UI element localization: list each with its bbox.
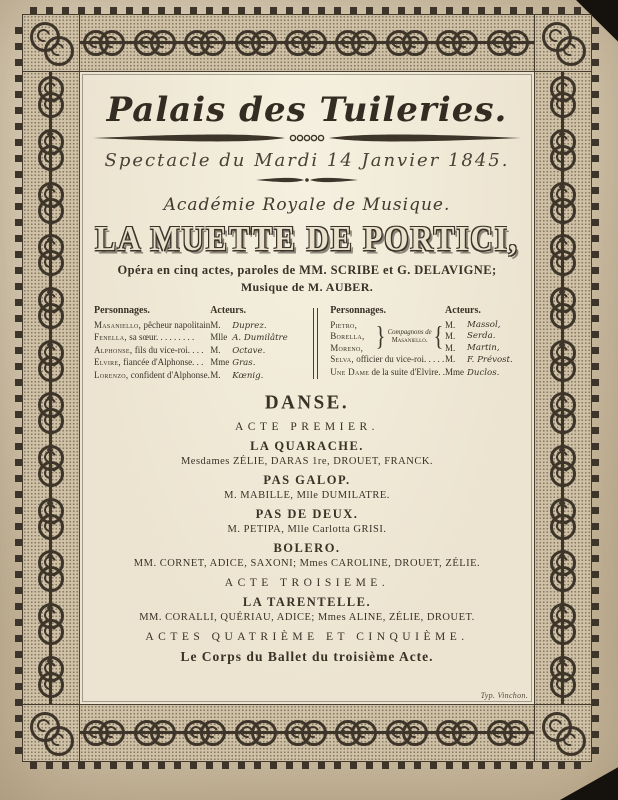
brace-right-glyph: } — [375, 321, 386, 352]
border-ring-motif — [540, 655, 586, 701]
dancer-names: Mesdames ZÉLIE, DARAS 1re, DROUET, FRANCK. — [180, 456, 434, 467]
spindle-divider-ornament — [89, 132, 525, 144]
border-band-bottom — [79, 704, 535, 762]
border-corner-rosette — [534, 704, 592, 762]
work-music-credit: Musique de M. AUBER. — [240, 280, 374, 294]
dancer-names: MM. CORALLI, QUÉRIAU, ADICE; Mmes ALINE, ZÉLIE, DROUET. — [139, 612, 475, 623]
border-band-left — [22, 71, 80, 705]
act-heading: ACTES QUATRIÈME ET CINQUIÈME. — [145, 631, 469, 643]
border-corner-rosette — [534, 14, 592, 72]
cast-group-companions: Pietro, Borella, Moreno, } Compagnons de Masaniello. { M. Massol, M. Serda. M. Martin, — [330, 319, 501, 353]
border-crenellation-left — [15, 22, 22, 754]
playbill-panel — [79, 71, 535, 705]
company-line: Académie Royale de Musique. — [163, 195, 451, 215]
acteurs-header: Acteurs. — [210, 305, 247, 316]
cast-column-divider — [313, 308, 318, 379]
work-title: LA MUETTE DE PORTICI, — [95, 218, 519, 259]
border-ring-motif — [486, 710, 532, 756]
dancer-names: M. PETIPA, Mlle Carlotta GRISI. — [227, 524, 387, 535]
cast-section — [94, 305, 520, 382]
venue-title: Palais des Tuileries. — [106, 90, 508, 130]
act-heading: ACTE PREMIER. — [234, 421, 380, 433]
cast-row: Alphonse, fils du vice-roi. . . . M. Octave. — [94, 344, 266, 356]
dance-number: BOLERO. — [273, 541, 341, 555]
cast-column-right — [314, 305, 531, 382]
border-ring-motif — [486, 20, 532, 66]
border-corner-rosette — [22, 14, 80, 72]
dance-number: PAS DE DEUX. — [255, 507, 359, 521]
event-date-line: Spectacle du Mardi 14 Janvier 1845. — [104, 150, 510, 171]
small-divider-ornament — [252, 175, 362, 185]
border-band-right — [534, 71, 592, 705]
act-heading: ACTE TROISIEME. — [224, 577, 390, 589]
ornamental-border-frame — [22, 14, 592, 762]
border-band-top — [79, 14, 535, 72]
border-crenellation-bottom — [30, 762, 584, 769]
personnages-header: Personnages. — [94, 305, 150, 316]
cast-row: Une Dame de la suite d'Elvire. . Mme Duclos. — [330, 366, 500, 378]
dancer-names: MM. CORNET, ADICE, SAXONI; Mmes CAROLINE, DROUET, ZÉLIE. — [133, 558, 481, 569]
border-ring-motif — [28, 655, 74, 701]
dance-number: LA TARENTELLE. — [242, 595, 372, 609]
danse-heading: DANSE. — [264, 391, 350, 414]
border-crenellation-right — [592, 22, 599, 754]
cast-column-left — [94, 305, 314, 382]
cast-row: Fenella, sa sœur. . . . . . . . . Mlle A. Dumilâtre — [94, 332, 288, 343]
personnages-header: Personnages. — [330, 305, 387, 316]
closing-line: Le Corps du Ballet du troisième Acte. — [180, 649, 434, 664]
brace-left-glyph: { — [433, 321, 444, 352]
border-corner-rosette — [22, 704, 80, 762]
printer-imprint: Typ. Vinchon. — [480, 691, 528, 700]
cast-row: Lorenzo, confident d'Alphonse. M. Kœnig. — [94, 369, 264, 381]
dancer-names: M. MABILLE, Mlle DUMILATRE. — [224, 490, 390, 501]
work-byline: Opéra en cinq actes, paroles de MM. SCRIBE et G. DELAVIGNE; — [117, 263, 497, 277]
dance-number: PAS GALOP. — [263, 473, 351, 487]
border-crenellation-top — [30, 7, 584, 14]
dance-number: LA QUARACHE. — [250, 439, 364, 453]
cast-row: Masaniello, pêcheur napolitain M. Duprez. — [94, 319, 267, 331]
cast-row: Selva, officier du vice-roi. . . . . M. F. Prévost. — [330, 354, 513, 365]
cast-row: Elvire, fiancée d'Alphonse. . . Mme Gras. — [94, 357, 256, 368]
acteurs-header: Acteurs. — [445, 305, 481, 316]
